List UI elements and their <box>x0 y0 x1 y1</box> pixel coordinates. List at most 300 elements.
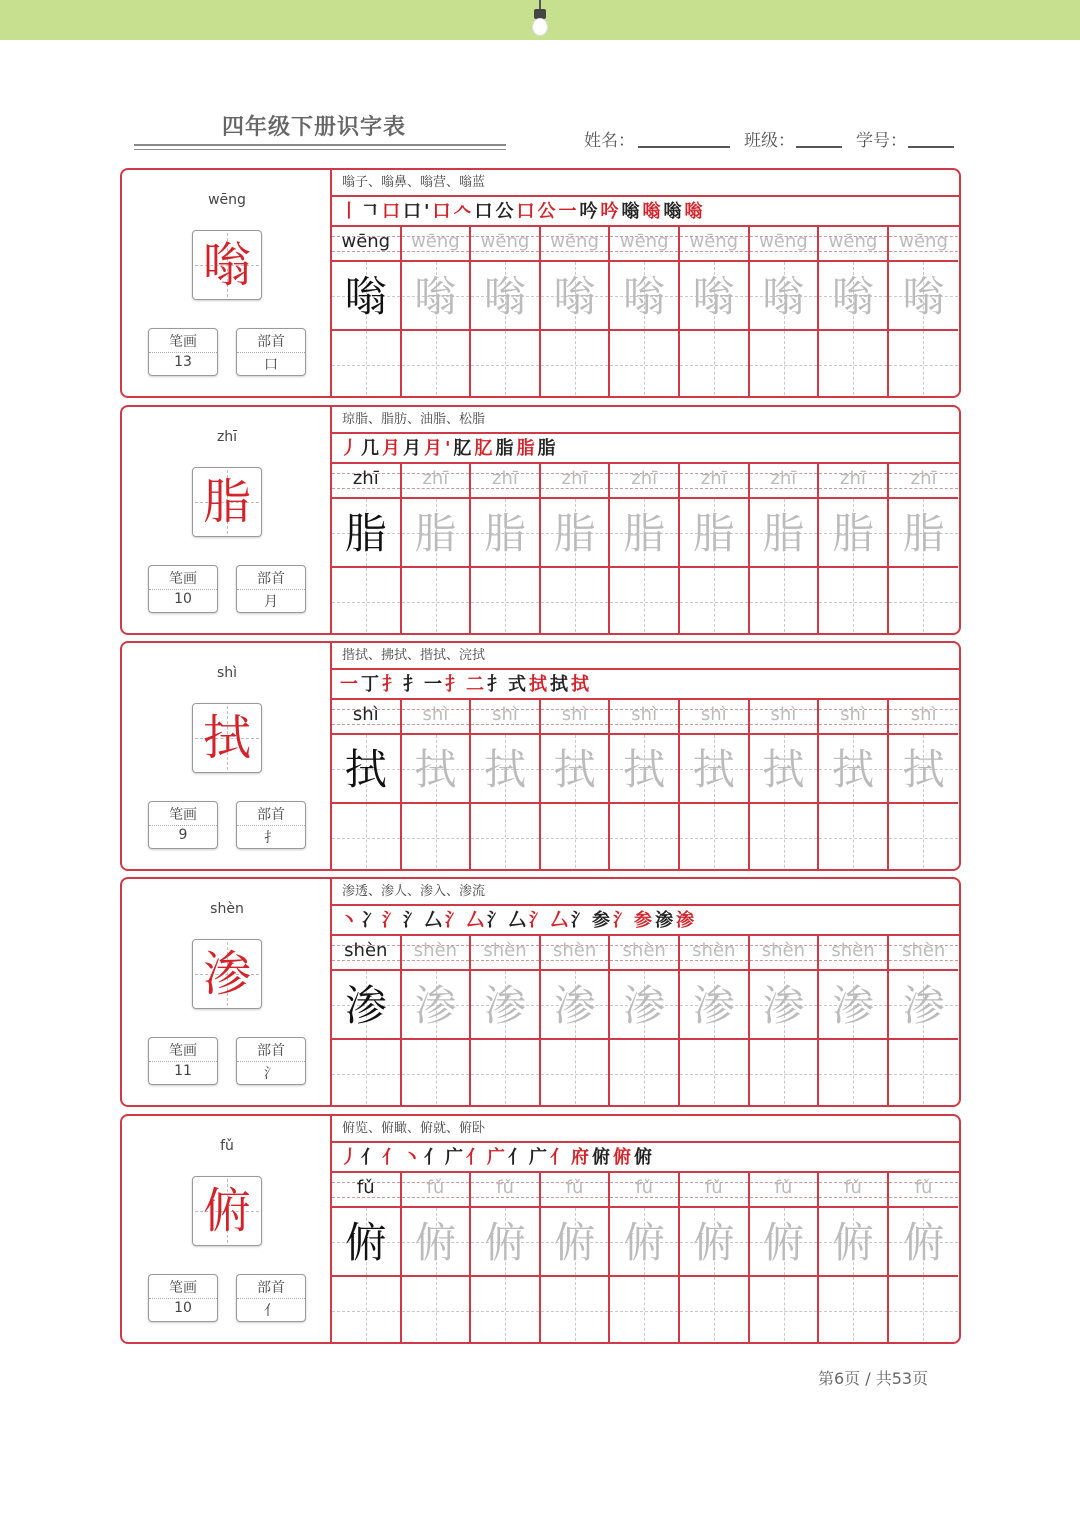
character-trace: 渗 <box>344 981 387 1030</box>
blank-writing-cell[interactable] <box>819 331 887 398</box>
stroke-step: 亻丶 <box>382 1147 424 1168</box>
stroke-step: 吟 <box>600 201 622 222</box>
character-writing-cell[interactable] <box>819 1208 887 1277</box>
character-writing-cell[interactable] <box>819 971 887 1040</box>
example-words: 嗡子、嗡鼻、嗡营、嗡蓝 <box>332 170 959 197</box>
character-writing-cell[interactable] <box>819 499 887 568</box>
blank-writing-cell[interactable] <box>750 1040 818 1107</box>
character-writing-cell[interactable] <box>680 262 748 331</box>
model-character-box <box>192 230 262 300</box>
character-card <box>120 877 961 1107</box>
blank-writing-cell[interactable] <box>332 1277 400 1344</box>
practice-column <box>402 227 472 398</box>
pinyin-writing-cell[interactable] <box>889 464 959 499</box>
stroke-step: 俯 <box>634 1147 655 1168</box>
blank-writing-cell[interactable] <box>610 1277 678 1344</box>
pinyin-writing-cell[interactable] <box>402 227 470 262</box>
character-trace: 俯 <box>762 1218 805 1267</box>
blank-writing-cell[interactable] <box>541 331 609 398</box>
blank-writing-cell[interactable] <box>680 331 748 398</box>
blank-writing-cell[interactable] <box>541 568 609 635</box>
character-writing-cell[interactable] <box>610 735 678 804</box>
practice-column <box>541 700 611 871</box>
character-trace: 拭 <box>762 745 805 794</box>
pinyin-writing-cell[interactable] <box>819 1173 887 1208</box>
class-field[interactable] <box>796 146 842 148</box>
character-writing-cell[interactable] <box>680 499 748 568</box>
blank-writing-cell[interactable] <box>750 1277 818 1344</box>
stroke-step: 口𠆢 <box>432 201 475 222</box>
pinyin-trace: wēng <box>480 231 530 252</box>
pinyin-writing-cell[interactable] <box>889 936 959 971</box>
character-trace: 嗡 <box>902 272 945 321</box>
character-trace: 脂 <box>623 509 666 558</box>
character-writing-cell[interactable] <box>471 971 539 1040</box>
character-writing-cell[interactable] <box>332 499 400 568</box>
stroke-step: 氵 <box>382 910 403 931</box>
pinyin-writing-cell[interactable] <box>471 936 539 971</box>
pinyin-trace: shì <box>561 704 588 725</box>
practice-column <box>471 1173 541 1344</box>
stroke-order <box>332 197 959 227</box>
blank-writing-cell[interactable] <box>889 568 959 635</box>
blank-writing-cell[interactable] <box>819 804 887 871</box>
blank-writing-cell[interactable] <box>471 1040 539 1107</box>
pinyin-trace: shèn <box>831 940 875 961</box>
blank-writing-cell[interactable] <box>541 804 609 871</box>
stroke-step: 亻广 <box>466 1147 508 1168</box>
pinyin-writing-cell[interactable] <box>402 464 470 499</box>
character-trace: 渗 <box>623 981 666 1030</box>
practice-column <box>610 227 680 398</box>
pinyin-trace: shèn <box>413 940 458 961</box>
pinyin-trace: shì <box>492 704 518 725</box>
character-trace: 俯 <box>414 1218 457 1267</box>
character-writing-cell[interactable] <box>680 1208 748 1277</box>
practice-column <box>541 1173 611 1344</box>
character-trace: 渗 <box>414 981 457 1030</box>
blank-writing-cell[interactable] <box>680 1277 748 1344</box>
character-trace: 拭 <box>623 745 666 794</box>
practice-column <box>332 227 402 398</box>
character-writing-cell[interactable] <box>610 499 678 568</box>
practice-panel <box>332 643 959 869</box>
character-writing-cell[interactable] <box>541 971 609 1040</box>
blank-writing-cell[interactable] <box>541 1277 609 1344</box>
pinyin-writing-cell[interactable] <box>541 700 609 735</box>
blank-writing-cell[interactable] <box>889 1040 959 1107</box>
pinyin-writing-cell[interactable] <box>471 464 539 499</box>
practice-column <box>541 464 611 635</box>
radical-value: 口 <box>264 357 278 373</box>
pinyin-writing-cell[interactable] <box>750 464 818 499</box>
blank-writing-cell[interactable] <box>541 1040 609 1107</box>
stroke-step: 丶 <box>340 910 361 931</box>
stroke-step: 扌式 <box>487 674 529 695</box>
practice-column <box>889 700 959 871</box>
radical-box <box>236 328 306 376</box>
blank-writing-cell[interactable] <box>610 331 678 398</box>
pinyin-trace: shèn <box>344 940 388 961</box>
blank-writing-cell[interactable] <box>471 1277 539 1344</box>
radical-value: 扌 <box>264 830 278 846</box>
stroke-count-label: 笔画 <box>149 1277 217 1299</box>
pinyin-label: wēng <box>208 192 246 208</box>
stroke-order <box>332 434 959 464</box>
character-trace: 拭 <box>344 745 387 794</box>
pinyin-writing-cell[interactable] <box>332 227 400 262</box>
radical-label: 部首 <box>237 568 305 590</box>
pinyin-trace: fǔ <box>774 1177 793 1198</box>
stroke-count-box <box>148 565 218 613</box>
character-card <box>120 168 961 398</box>
character-writing-cell[interactable] <box>332 1208 400 1277</box>
practice-column <box>610 700 680 871</box>
pinyin-writing-cell[interactable] <box>680 936 748 971</box>
stroke-step: 氵厶 <box>403 910 445 931</box>
character-writing-cell[interactable] <box>402 971 470 1040</box>
stroke-step: 月 <box>403 438 424 459</box>
pinyin-writing-cell[interactable] <box>332 464 400 499</box>
model-character-box <box>192 1176 262 1246</box>
character-trace: 脂 <box>692 509 735 558</box>
practice-column <box>819 1173 889 1344</box>
stroke-step: 口公 <box>474 201 517 222</box>
character-writing-cell[interactable] <box>819 262 887 331</box>
practice-grid <box>332 936 959 1107</box>
character-writing-cell[interactable] <box>680 735 748 804</box>
pinyin-writing-cell[interactable] <box>750 227 818 262</box>
character-writing-cell[interactable] <box>332 262 400 331</box>
pinyin-writing-cell[interactable] <box>541 1173 609 1208</box>
blank-writing-cell[interactable] <box>402 568 470 635</box>
character-writing-cell[interactable] <box>471 1208 539 1277</box>
practice-column <box>750 936 820 1107</box>
name-label: 姓名： <box>584 131 635 151</box>
character-writing-cell[interactable] <box>471 735 539 804</box>
practice-column <box>750 464 820 635</box>
character-writing-cell[interactable] <box>402 735 470 804</box>
character-trace: 嗡 <box>553 272 596 321</box>
character-trace: 嗡 <box>762 272 805 321</box>
character-trace: 脂 <box>414 509 457 558</box>
stroke-step: 口公一 <box>516 201 580 222</box>
stroke-step: 亻广 <box>508 1147 550 1168</box>
character-trace: 俯 <box>483 1218 526 1267</box>
character-trace: 拭 <box>831 745 874 794</box>
stroke-step: 月 <box>382 438 403 459</box>
stroke-count-box <box>148 1274 218 1322</box>
practice-column <box>541 936 611 1107</box>
character-writing-cell[interactable] <box>541 1208 609 1277</box>
pinyin-writing-cell[interactable] <box>750 700 818 735</box>
pinyin-writing-cell[interactable] <box>332 1173 400 1208</box>
practice-column <box>332 700 402 871</box>
blank-writing-cell[interactable] <box>680 804 748 871</box>
character-writing-cell[interactable] <box>889 262 959 331</box>
pinyin-writing-cell[interactable] <box>332 936 400 971</box>
character-trace: 拭 <box>902 745 945 794</box>
stroke-count-value: 9 <box>178 827 188 843</box>
stroke-step: 渗 <box>676 910 697 931</box>
pinyin-trace: fǔ <box>426 1177 445 1198</box>
character-writing-cell[interactable] <box>471 262 539 331</box>
stroke-step: 扌二 <box>445 674 487 695</box>
pinyin-writing-cell[interactable] <box>819 227 887 262</box>
character-info-panel <box>122 879 332 1105</box>
character-trace: 渗 <box>483 981 526 1030</box>
radical-value: 月 <box>264 594 278 610</box>
model-character: 脂 <box>202 474 251 530</box>
pinyin-writing-cell[interactable] <box>819 700 887 735</box>
character-trace: 嗡 <box>623 272 666 321</box>
character-trace: 俯 <box>831 1218 874 1267</box>
practice-column <box>332 936 402 1107</box>
character-writing-cell[interactable] <box>889 499 959 568</box>
stroke-step: 氵参 <box>613 910 655 931</box>
character-card <box>120 641 961 871</box>
character-writing-cell[interactable] <box>541 735 609 804</box>
character-writing-cell[interactable] <box>889 1208 959 1277</box>
practice-panel <box>332 1116 959 1342</box>
pinyin-writing-cell[interactable] <box>889 1173 959 1208</box>
practice-column <box>471 700 541 871</box>
name-field[interactable] <box>638 146 730 148</box>
pinyin-writing-cell[interactable] <box>541 936 609 971</box>
pinyin-writing-cell[interactable] <box>471 700 539 735</box>
character-trace: 渗 <box>762 981 805 1030</box>
blank-writing-cell[interactable] <box>332 1040 400 1107</box>
stroke-step: 嗡 <box>642 201 664 222</box>
blank-writing-cell[interactable] <box>471 568 539 635</box>
blank-writing-cell[interactable] <box>402 1277 470 1344</box>
pinyin-writing-cell[interactable] <box>680 464 748 499</box>
character-card <box>120 405 961 635</box>
stroke-step: 亻 <box>361 1147 382 1168</box>
blank-writing-cell[interactable] <box>750 331 818 398</box>
pinyin-writing-cell[interactable] <box>889 227 959 262</box>
blank-writing-cell[interactable] <box>402 331 470 398</box>
character-writing-cell[interactable] <box>889 735 959 804</box>
character-writing-cell[interactable] <box>610 1208 678 1277</box>
pinyin-trace: shì <box>910 704 937 725</box>
character-writing-cell[interactable] <box>750 1208 818 1277</box>
blank-writing-cell[interactable] <box>819 568 887 635</box>
pinyin-writing-cell[interactable] <box>610 464 678 499</box>
character-writing-cell[interactable] <box>402 499 470 568</box>
stroke-step: 口' <box>403 201 433 222</box>
pinyin-trace: shèn <box>622 940 666 961</box>
pinyin-trace: zhī <box>770 468 797 489</box>
character-writing-cell[interactable] <box>332 971 400 1040</box>
blank-writing-cell[interactable] <box>889 804 959 871</box>
stroke-step: 口 <box>382 201 403 222</box>
pinyin-trace: wēng <box>689 231 739 252</box>
practice-grid <box>332 464 959 635</box>
pinyin-writing-cell[interactable] <box>750 1173 818 1208</box>
practice-column <box>889 1173 959 1344</box>
pinyin-trace: shèn <box>483 940 527 961</box>
character-trace: 拭 <box>553 745 596 794</box>
stroke-step: 吟 <box>579 201 601 222</box>
stroke-step: 拭 <box>529 674 550 695</box>
practice-column <box>680 936 750 1107</box>
character-writing-cell[interactable] <box>332 735 400 804</box>
pinyin-trace: wēng <box>828 231 878 252</box>
character-trace: 脂 <box>344 509 387 558</box>
blank-writing-cell[interactable] <box>889 331 959 398</box>
pinyin-writing-cell[interactable] <box>680 700 748 735</box>
character-trace: 俯 <box>902 1218 945 1267</box>
pinyin-trace: shì <box>631 704 658 725</box>
character-writing-cell[interactable] <box>819 735 887 804</box>
stroke-step: 扌一 <box>403 674 445 695</box>
blank-writing-cell[interactable] <box>402 804 470 871</box>
pinyin-label: shì <box>216 665 238 681</box>
character-trace: 渗 <box>902 981 945 1030</box>
pinyin-trace: wēng <box>759 231 808 252</box>
pinyin-trace: shì <box>700 704 727 725</box>
stroke-order <box>332 906 959 936</box>
practice-column <box>889 464 959 635</box>
blank-writing-cell[interactable] <box>680 568 748 635</box>
blank-writing-cell[interactable] <box>332 568 400 635</box>
pinyin-writing-cell[interactable] <box>680 1173 748 1208</box>
practice-column <box>750 1173 820 1344</box>
pinyin-writing-cell[interactable] <box>889 700 959 735</box>
pinyin-trace: shì <box>422 704 449 725</box>
pinyin-writing-cell[interactable] <box>471 1173 539 1208</box>
blank-writing-cell[interactable] <box>332 804 400 871</box>
practice-column <box>402 1173 472 1344</box>
radical-label: 部首 <box>237 804 305 826</box>
blank-writing-cell[interactable] <box>750 804 818 871</box>
stroke-step: 肊 <box>474 438 496 459</box>
blank-writing-cell[interactable] <box>680 1040 748 1107</box>
blank-writing-cell[interactable] <box>402 1040 470 1107</box>
pinyin-trace: fǔ <box>635 1177 654 1198</box>
page-title: 四年级下册识字表 <box>222 115 407 140</box>
pinyin-writing-cell[interactable] <box>541 227 609 262</box>
character-writing-cell[interactable] <box>402 262 470 331</box>
character-writing-cell[interactable] <box>750 735 818 804</box>
character-trace: 俯 <box>553 1218 596 1267</box>
pinyin-writing-cell[interactable] <box>541 464 609 499</box>
character-info-panel <box>122 407 332 633</box>
character-writing-cell[interactable] <box>750 499 818 568</box>
pinyin-trace: zhī <box>352 468 379 489</box>
blank-writing-cell[interactable] <box>332 331 400 398</box>
stroke-count-value: 10 <box>174 591 192 607</box>
practice-column <box>471 227 541 398</box>
example-words: 琼脂、脂肪、油脂、松脂 <box>332 407 959 434</box>
title-underline-thin <box>134 149 506 150</box>
pinyin-writing-cell[interactable] <box>680 227 748 262</box>
character-writing-cell[interactable] <box>750 971 818 1040</box>
pinyin-writing-cell[interactable] <box>402 1173 470 1208</box>
stroke-step: 氵厶 <box>487 910 529 931</box>
character-trace: 俯 <box>344 1218 387 1267</box>
stroke-step: 丿 <box>340 1147 361 1168</box>
stroke-step: 丁 <box>361 674 382 695</box>
character-writing-cell[interactable] <box>680 971 748 1040</box>
character-writing-cell[interactable] <box>610 262 678 331</box>
blank-writing-cell[interactable] <box>819 1277 887 1344</box>
practice-column <box>889 936 959 1107</box>
practice-column <box>610 936 680 1107</box>
pinyin-writing-cell[interactable] <box>402 700 470 735</box>
radical-box <box>236 1274 306 1322</box>
blank-writing-cell[interactable] <box>889 1277 959 1344</box>
blank-writing-cell[interactable] <box>610 1040 678 1107</box>
practice-column <box>680 464 750 635</box>
practice-grid <box>332 227 959 398</box>
character-writing-cell[interactable] <box>541 499 609 568</box>
pinyin-writing-cell[interactable] <box>471 227 539 262</box>
character-writing-cell[interactable] <box>471 499 539 568</box>
pinyin-label: zhī <box>216 429 238 445</box>
pinyin-trace: shèn <box>901 940 946 961</box>
character-trace: 渗 <box>692 981 735 1030</box>
pinyin-trace: zhī <box>910 468 937 489</box>
character-writing-cell[interactable] <box>889 971 959 1040</box>
radical-value: 亻 <box>264 1303 278 1319</box>
blank-writing-cell[interactable] <box>610 568 678 635</box>
pinyin-trace: shèn <box>552 940 597 961</box>
pinyin-writing-cell[interactable] <box>332 700 400 735</box>
stroke-count-value: 10 <box>174 1300 192 1316</box>
character-trace: 脂 <box>762 509 805 558</box>
character-writing-cell[interactable] <box>402 1208 470 1277</box>
character-trace: 俯 <box>692 1218 735 1267</box>
model-character: 拭 <box>202 710 251 766</box>
pinyin-trace: fǔ <box>914 1177 933 1198</box>
blank-writing-cell[interactable] <box>819 1040 887 1107</box>
pinyin-writing-cell[interactable] <box>610 227 678 262</box>
practice-column <box>819 464 889 635</box>
student-id-field[interactable] <box>908 146 954 148</box>
radical-label: 部首 <box>237 1277 305 1299</box>
pinyin-writing-cell[interactable] <box>750 936 818 971</box>
student-id-label: 学号： <box>856 131 907 151</box>
pinyin-label: shèn <box>210 901 244 917</box>
stroke-count-label: 笔画 <box>149 1040 217 1062</box>
stroke-step: 氵参 <box>571 910 613 931</box>
pinyin-writing-cell[interactable] <box>610 1173 678 1208</box>
example-words: 俯览、俯瞰、俯就、俯卧 <box>332 1116 959 1143</box>
pinyin-label: fǔ <box>220 1138 234 1154</box>
pinyin-writing-cell[interactable] <box>819 464 887 499</box>
character-writing-cell[interactable] <box>750 262 818 331</box>
blank-writing-cell[interactable] <box>610 804 678 871</box>
pinyin-trace: fǔ <box>565 1177 584 1198</box>
blank-writing-cell[interactable] <box>750 568 818 635</box>
blank-writing-cell[interactable] <box>471 804 539 871</box>
stroke-step: 拭 <box>571 674 592 695</box>
blank-writing-cell[interactable] <box>471 331 539 398</box>
pinyin-writing-cell[interactable] <box>610 700 678 735</box>
stroke-step: 俯 <box>592 1147 613 1168</box>
pinyin-writing-cell[interactable] <box>402 936 470 971</box>
pinyin-trace: zhī <box>700 468 727 489</box>
pinyin-writing-cell[interactable] <box>819 936 887 971</box>
practice-column <box>402 700 472 871</box>
character-writing-cell[interactable] <box>610 971 678 1040</box>
pinyin-trace: zhī <box>840 468 866 489</box>
pinyin-trace: zhī <box>631 468 658 489</box>
pinyin-writing-cell[interactable] <box>610 936 678 971</box>
character-writing-cell[interactable] <box>541 262 609 331</box>
